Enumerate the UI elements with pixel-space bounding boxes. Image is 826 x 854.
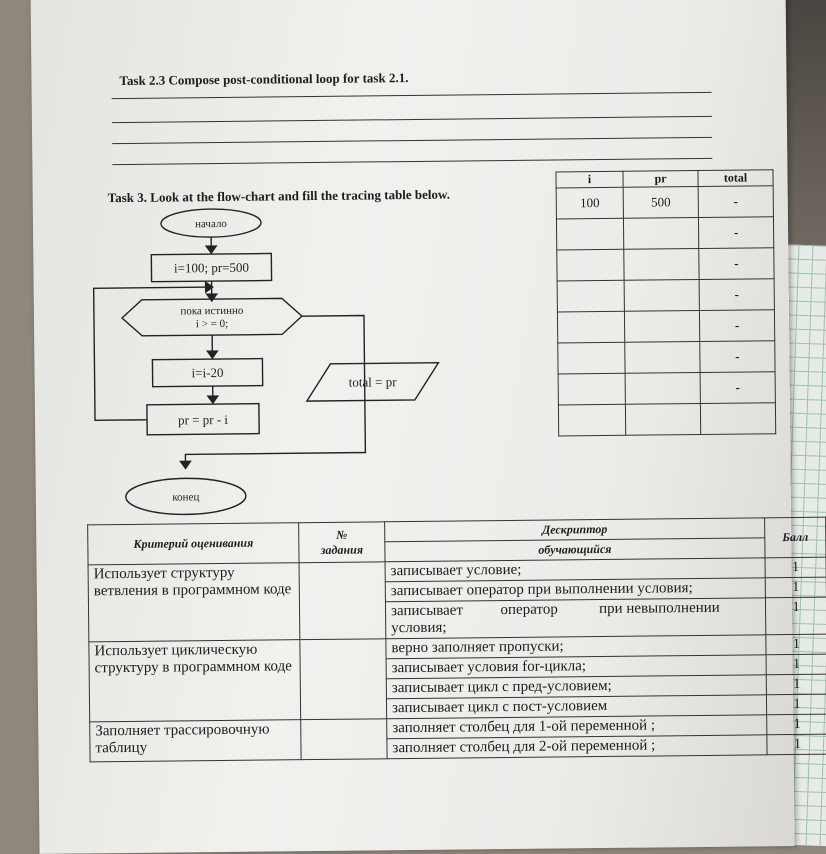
decrement-i-label: i=i-20 (192, 365, 224, 380)
cell-i[interactable] (557, 249, 624, 281)
cell-pr[interactable] (625, 372, 700, 404)
criterion-branching: Использует структуру ветвления в программном коде (88, 563, 300, 642)
cell-pr[interactable] (623, 217, 698, 249)
worksheet-page (30, 0, 794, 854)
header-descriptor: Дескриптор (385, 518, 765, 542)
cell-pr[interactable] (624, 310, 699, 342)
descriptor-row: заполняет столбец для 2-ой переменной ; (387, 735, 767, 759)
header-score: Балл (765, 517, 826, 558)
cell-total[interactable]: - (699, 248, 774, 280)
descriptor-row: записывает цикл с пред-условием; (386, 675, 766, 699)
cell-total[interactable]: - (699, 279, 774, 311)
cell-pr[interactable] (624, 279, 699, 311)
cell-i[interactable] (556, 218, 623, 250)
tracing-table (555, 169, 776, 436)
assessment-table (87, 517, 826, 763)
header-task-number-line1: № (304, 527, 379, 543)
cell-total-1[interactable]: - (698, 186, 773, 218)
header-task-number-line2: задания (304, 542, 379, 558)
condition-label-line2: i > = 0; (196, 318, 228, 330)
score-cell: 1 (767, 714, 826, 735)
descriptor-row: записывает условия for-цикла; (386, 655, 766, 679)
cell-total[interactable]: - (700, 372, 775, 404)
score-cell: 1 (766, 654, 826, 675)
col-header-total: total (698, 170, 773, 187)
cell-total[interactable]: - (699, 310, 774, 342)
task-number-cell (301, 719, 387, 760)
header-criterion: Критерий оценивания (88, 523, 299, 565)
cell-i[interactable] (557, 280, 624, 312)
score-cell: 1 (765, 597, 826, 635)
descriptor-row: записывает цикл с пост-условием (386, 695, 766, 719)
score-cell: 1 (766, 674, 826, 695)
condition-label-line1: пока истинно (180, 305, 244, 318)
score-cell: 1 (767, 734, 826, 755)
cell-total[interactable] (700, 403, 775, 435)
flowchart (30, 0, 516, 544)
criterion-tracing: Заполняет трассировочную таблицу (90, 720, 301, 762)
header-task-number (299, 522, 385, 563)
descriptor-row: записывает условие; (385, 558, 765, 582)
col-header-i: i (556, 171, 623, 188)
update-pr-label: pr = pr - i (178, 412, 228, 428)
cell-i[interactable] (558, 342, 625, 374)
cell-pr[interactable] (624, 248, 699, 280)
score-cell: 1 (766, 634, 826, 655)
start-label: начало (195, 218, 227, 230)
score-cell: 1 (765, 557, 826, 578)
cell-pr[interactable] (625, 403, 700, 435)
init-label: i=100; pr=500 (174, 260, 249, 276)
cell-total[interactable]: - (700, 341, 775, 373)
task-2-3-heading: Task 2.3 Compose post-conditional loop for task 2.1. (119, 70, 408, 89)
cell-i[interactable] (557, 311, 624, 343)
cell-i-1[interactable]: 100 (556, 187, 623, 219)
task-3-heading: Task 3. Look at the flow-chart and fill the tracing table below. (108, 187, 450, 207)
cell-pr[interactable] (625, 341, 700, 373)
end-label: конец (172, 491, 199, 503)
task-number-cell (300, 639, 387, 720)
header-descriptor-sub: обучающийся (385, 538, 765, 562)
descriptor-row: верно заполняет пропуски; (386, 635, 766, 659)
cell-i[interactable] (558, 373, 625, 405)
descriptor-row: записывает оператор при невыполнении условия; (385, 598, 765, 639)
output-label: total = pr (349, 374, 398, 390)
col-header-pr: pr (623, 170, 698, 187)
task-number-cell (299, 562, 386, 640)
score-cell: 1 (765, 577, 826, 598)
cell-i[interactable] (558, 404, 625, 436)
criterion-loops: Использует циклическую структуру в программном коде (89, 640, 301, 722)
score-cell: 1 (766, 694, 826, 715)
descriptor-row: заполняет столбец для 1-ой переменной ; (387, 715, 767, 739)
cell-total[interactable]: - (698, 217, 773, 249)
descriptor-row: записывает оператор при выполнении условия; (385, 578, 765, 602)
cell-pr-1[interactable]: 500 (623, 186, 698, 218)
